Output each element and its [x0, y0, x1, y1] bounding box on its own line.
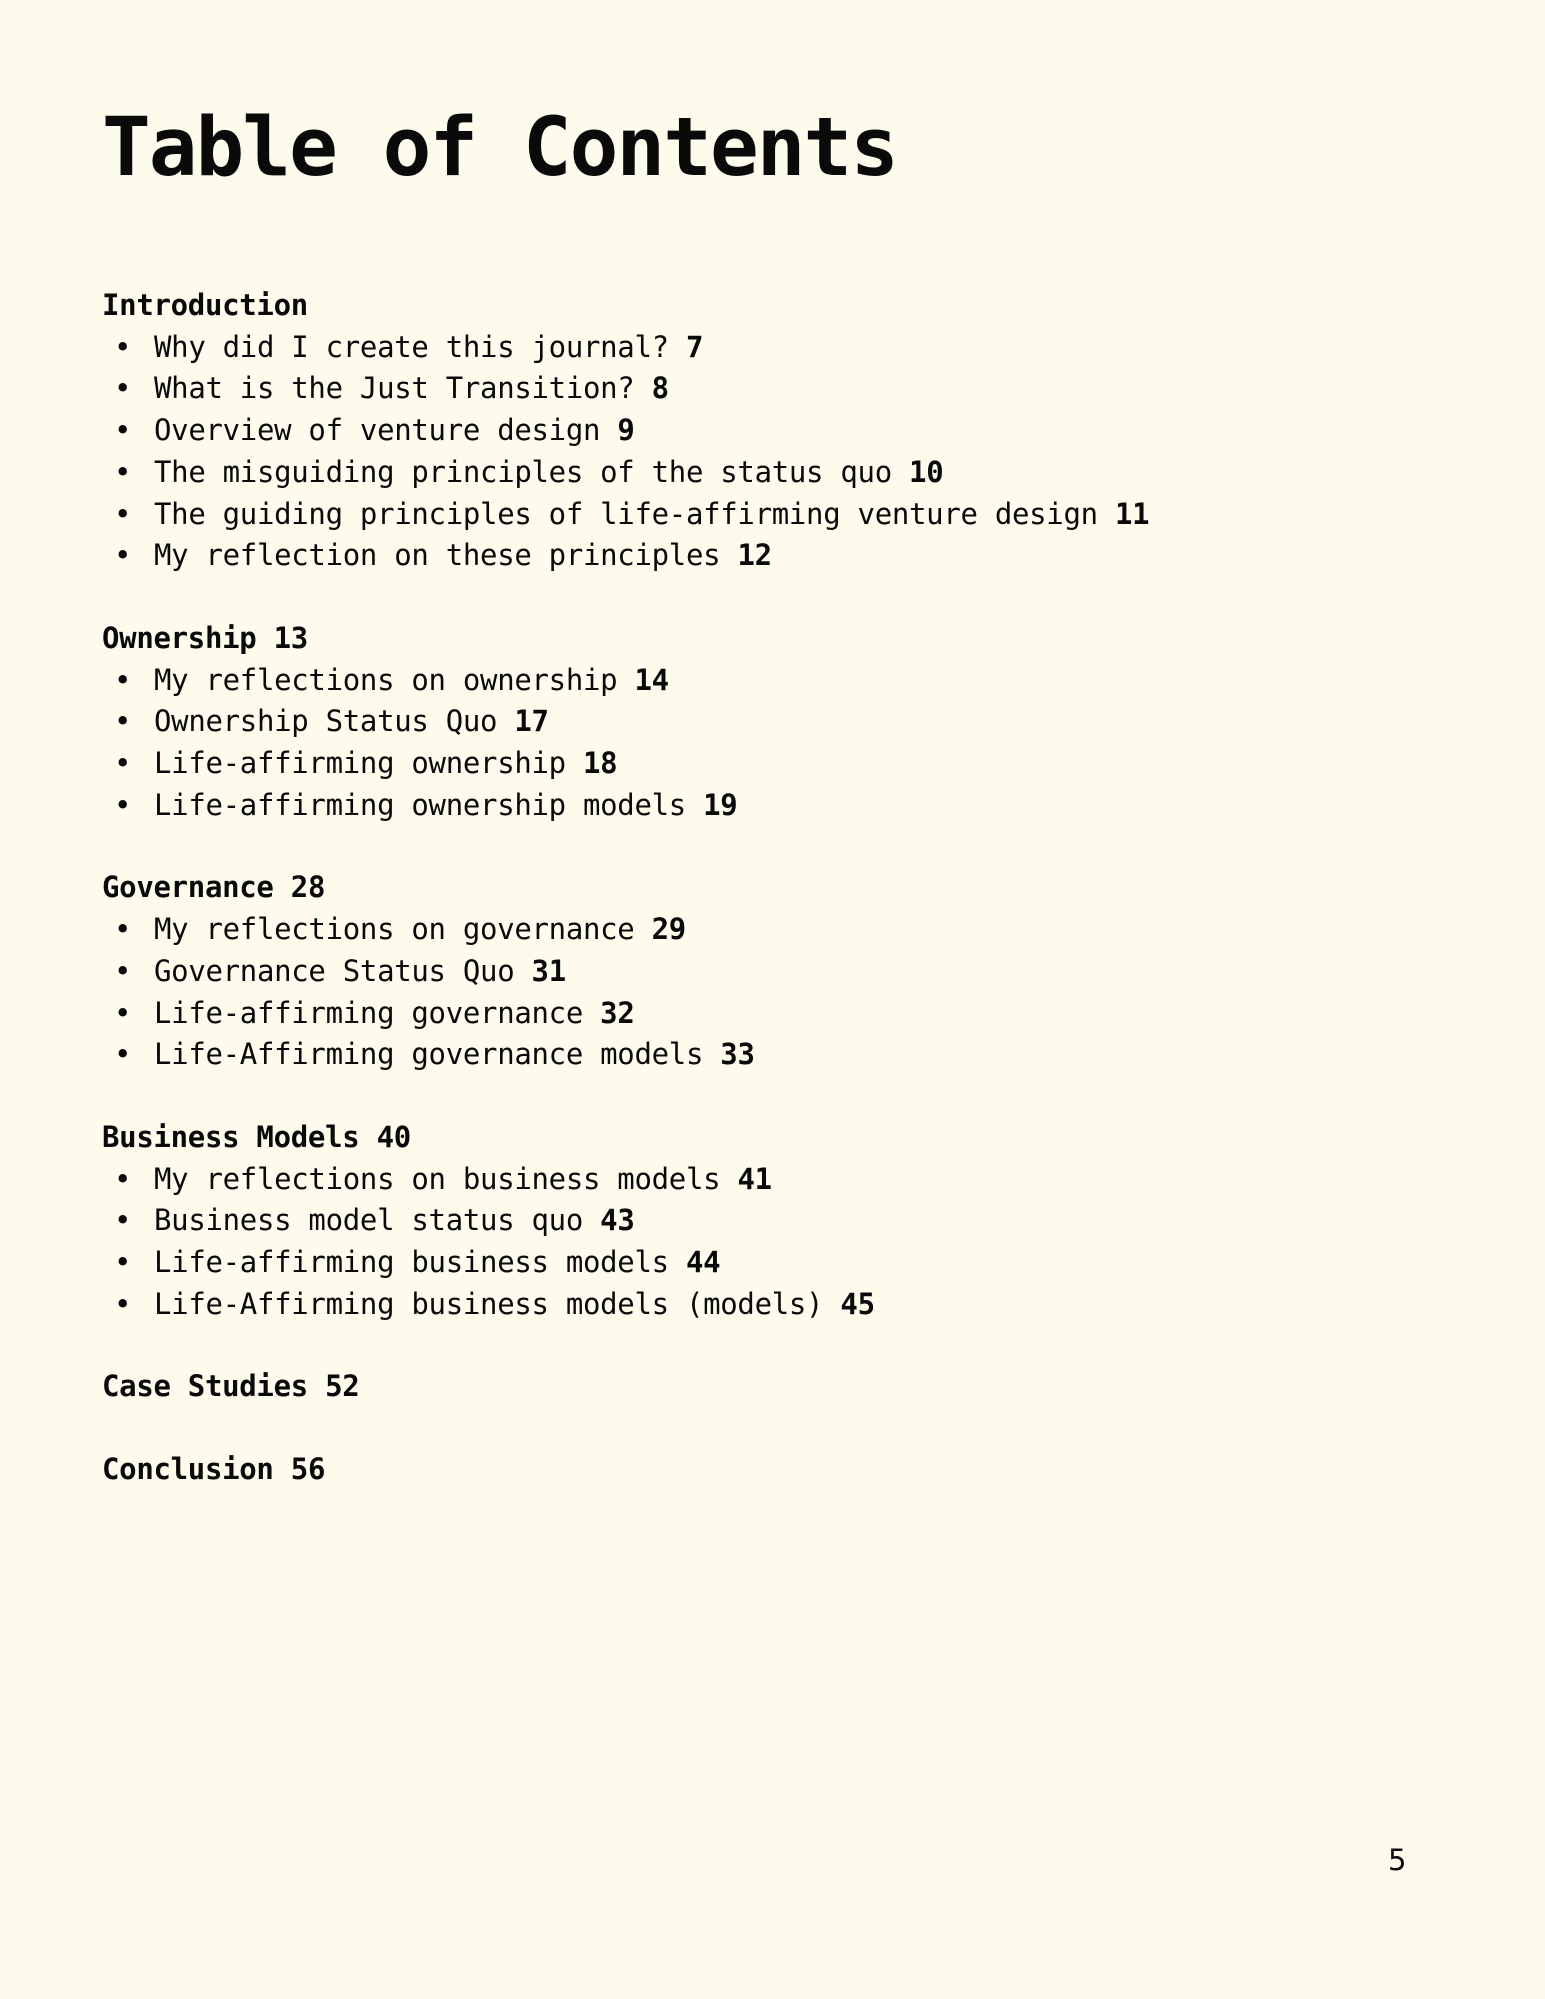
bullet-icon: •: [114, 995, 132, 1030]
toc-item-list: [102, 909, 1442, 1076]
toc-section: [102, 1449, 1442, 1491]
toc-item-page-number: 14: [634, 662, 669, 697]
toc-item-label: My reflections on ownership: [154, 662, 618, 697]
bullet-icon: •: [114, 1161, 132, 1196]
toc-item-label: Ownership Status Quo: [154, 704, 498, 739]
toc-item-page-number: 31: [531, 953, 566, 988]
section-page-number: 13: [273, 620, 308, 655]
toc-section: [102, 618, 1442, 827]
toc-item-label: Life-affirming business models: [154, 1245, 669, 1280]
toc-item-list: [102, 660, 1442, 827]
toc-section: [102, 1366, 1442, 1408]
table-of-contents: [102, 285, 1442, 1532]
toc-item-label: Life-affirming ownership: [154, 746, 566, 781]
toc-item: [102, 535, 1442, 577]
toc-item-label: My reflections on governance: [154, 912, 635, 947]
section-page-number: 28: [290, 870, 326, 905]
toc-item: [102, 951, 1442, 993]
toc-item-page-number: 12: [737, 538, 772, 573]
toc-item-page-number: 44: [685, 1245, 721, 1280]
toc-item: [102, 368, 1442, 410]
section-page-number: 40: [376, 1119, 411, 1154]
toc-item: [102, 1159, 1442, 1201]
toc-item-page-number: 19: [703, 787, 738, 822]
toc-item-page-number: 18: [583, 746, 618, 781]
bullet-icon: •: [114, 704, 132, 739]
toc-item-label: Life-Affirming business models (models): [154, 1286, 824, 1321]
toc-item-label: Why did I create this journal?: [154, 329, 669, 364]
toc-item: [102, 660, 1442, 702]
toc-item-label: What is the Just Transition?: [154, 371, 635, 406]
section-heading: [102, 1117, 1442, 1159]
section-heading: [102, 867, 1442, 909]
toc-item-page-number: 8: [651, 371, 669, 406]
bullet-icon: •: [114, 371, 132, 406]
toc-item-label: The guiding principles of life-affirming venture design: [154, 496, 1098, 531]
toc-item-page-number: 33: [720, 1037, 755, 1072]
toc-item-page-number: 41: [737, 1161, 772, 1196]
toc-item-label: Life-affirming governance: [154, 995, 583, 1030]
toc-item-label: Life-affirming ownership models: [154, 787, 686, 822]
toc-item-list: [102, 1159, 1442, 1326]
toc-item-page-number: 43: [600, 1203, 635, 1238]
section-heading: [102, 1366, 1442, 1408]
bullet-icon: •: [114, 953, 132, 988]
section-heading-label: Conclusion: [102, 1452, 274, 1487]
bullet-icon: •: [114, 496, 132, 531]
toc-item-page-number: 10: [909, 454, 944, 489]
bullet-icon: •: [114, 1203, 132, 1238]
toc-section: [102, 1117, 1442, 1326]
bullet-icon: •: [114, 662, 132, 697]
toc-item-label: The misguiding principles of the status quo: [154, 454, 892, 489]
section-page-number: 56: [290, 1452, 326, 1487]
bullet-icon: •: [114, 787, 132, 822]
toc-item: [102, 1242, 1442, 1284]
toc-item-page-number: 7: [685, 329, 704, 364]
bullet-icon: •: [114, 1245, 132, 1280]
toc-item-label: Life-Affirming governance models: [154, 1037, 704, 1072]
toc-item: [102, 494, 1442, 536]
bullet-icon: •: [114, 746, 132, 781]
section-heading-label: Governance: [102, 870, 274, 905]
toc-item-list: [102, 327, 1442, 577]
bullet-icon: •: [114, 912, 132, 947]
bullet-icon: •: [114, 413, 132, 448]
section-heading-label: Case Studies: [102, 1369, 308, 1404]
toc-item: [102, 785, 1442, 827]
bullet-icon: •: [114, 1286, 132, 1321]
toc-item-label: Overview of venture design: [154, 413, 601, 448]
toc-item-label: My reflection on these principles: [154, 538, 721, 573]
toc-item: [102, 327, 1442, 369]
section-heading-label: Introduction: [102, 288, 308, 322]
bullet-icon: •: [114, 454, 132, 489]
section-heading: [102, 285, 1442, 327]
toc-item: [102, 743, 1442, 785]
toc-item-label: Business model status quo: [154, 1203, 583, 1238]
page-number: 5: [1388, 1843, 1407, 1877]
toc-item: [102, 1284, 1442, 1326]
section-heading-label: Ownership: [102, 620, 257, 655]
toc-item-label: My reflections on business models: [154, 1161, 721, 1196]
section-page-number: 52: [325, 1369, 360, 1404]
toc-section: [102, 867, 1442, 1076]
toc-item-page-number: 11: [1114, 496, 1150, 531]
toc-item: [102, 1200, 1442, 1242]
toc-item-page-number: 9: [617, 413, 635, 448]
toc-item-page-number: 45: [840, 1286, 875, 1321]
toc-item: [102, 993, 1442, 1035]
toc-section: [102, 285, 1442, 577]
toc-item-page-number: 29: [651, 912, 686, 947]
section-heading-label: Business Models: [102, 1119, 360, 1154]
toc-item: [102, 909, 1442, 951]
bullet-icon: •: [114, 329, 132, 364]
section-heading: [102, 1449, 1442, 1491]
toc-item: [102, 410, 1442, 452]
bullet-icon: •: [114, 538, 132, 573]
toc-item-page-number: 32: [600, 995, 635, 1030]
toc-item: [102, 701, 1442, 743]
bullet-icon: •: [114, 1037, 132, 1072]
toc-item: [102, 1034, 1442, 1076]
toc-item: [102, 452, 1442, 494]
toc-item-page-number: 17: [514, 704, 549, 739]
page-title: Table of Contents: [102, 101, 898, 195]
toc-item-label: Governance Status Quo: [154, 953, 515, 988]
section-heading: [102, 618, 1442, 660]
